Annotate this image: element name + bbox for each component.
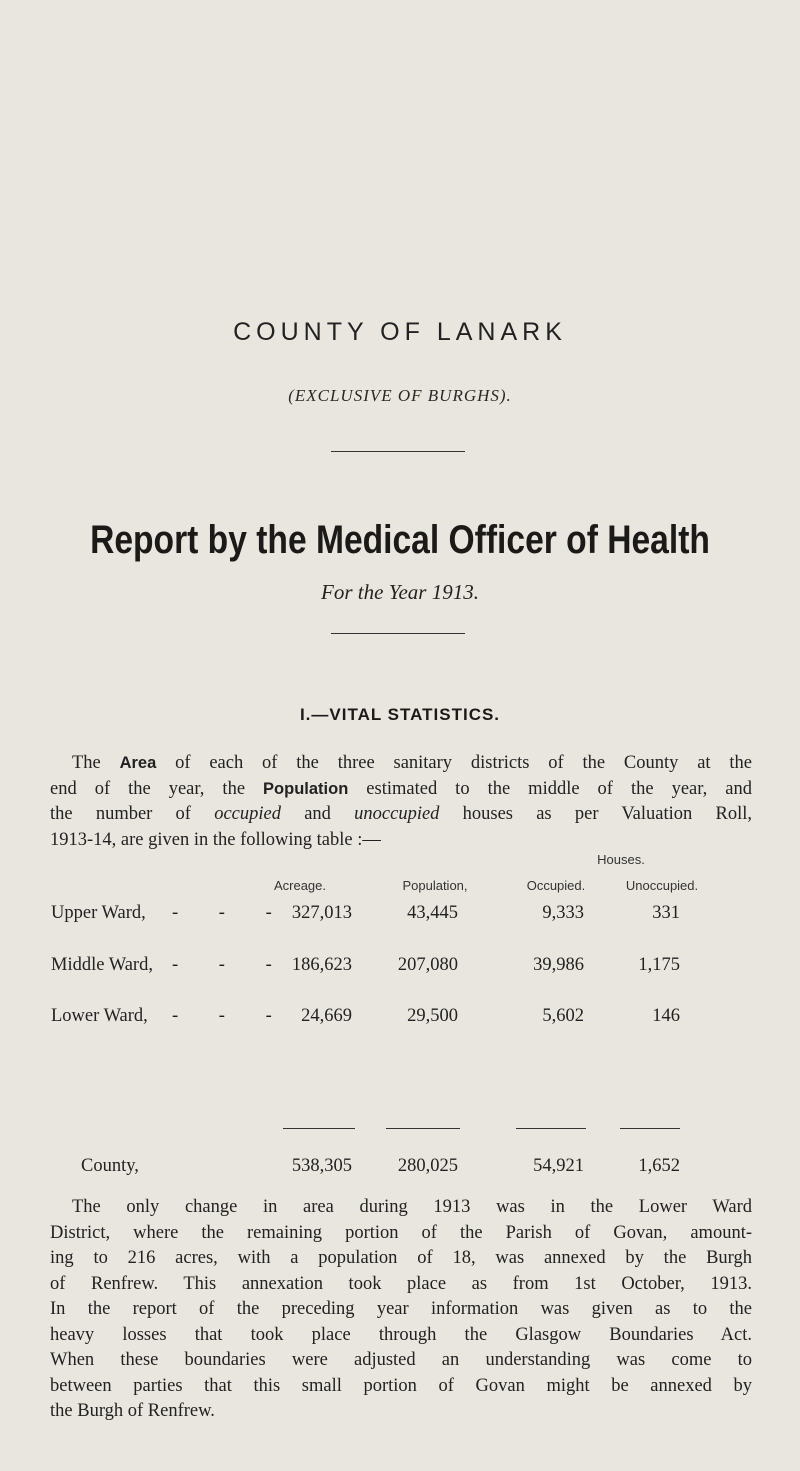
paragraph-line: When these boundaries were adjusted an understanding was come to <box>50 1350 752 1370</box>
text-run: houses as per Valuation Roll, <box>439 804 752 824</box>
term-occupied: occupied <box>214 804 281 824</box>
paragraph-line: the Burgh of Renfrew. <box>50 1401 215 1421</box>
sum-rule <box>516 1128 586 1129</box>
sum-rule <box>283 1128 355 1129</box>
text-run: and <box>280 804 355 824</box>
paragraph-line: 1913-14, are given in the following table :— <box>50 829 381 850</box>
dot-leader: - - - <box>172 1006 290 1026</box>
occupied-value: 9,333 <box>542 903 584 923</box>
row-label: Middle Ward, <box>51 955 153 975</box>
county-heading: COUNTY OF LANARK <box>233 318 567 346</box>
row-label: Lower Ward, <box>51 1006 148 1026</box>
population-value: 207,080 <box>397 955 458 975</box>
paragraph-line: ing to 216 acres, with a population of 18, was annexed by the Burgh <box>50 1248 752 1268</box>
paragraph-line: The only change in area during 1913 was in the Lower Ward <box>72 1197 752 1217</box>
unoccupied-value: 331 <box>652 903 680 923</box>
paragraph-line: In the report of the preceding year information was given as to the <box>50 1299 752 1319</box>
occupied-value: 39,986 <box>533 955 584 975</box>
header-occupied: Occupied. <box>526 878 586 893</box>
paragraph-line: District, where the remaining portion of the Parish of Govan, amount- <box>50 1222 752 1243</box>
term-population: Population <box>263 779 349 798</box>
dot-leader: - - - <box>172 903 290 923</box>
paragraph-line <box>50 751 752 777</box>
section-title: I.—VITAL STATISTICS. <box>299 705 501 724</box>
text-run: end of the year, the <box>50 778 264 799</box>
total-unoccupied: 1,652 <box>638 1156 680 1176</box>
unoccupied-value: 1,175 <box>638 955 680 975</box>
total-acreage: 538,305 <box>291 1156 352 1176</box>
acreage-value: 24,669 <box>301 1006 352 1026</box>
sum-rule <box>620 1128 680 1129</box>
term-area: Area <box>119 754 157 772</box>
header-population: Population, <box>402 878 468 893</box>
intro-paragraph <box>50 751 752 853</box>
text-run: the number of <box>50 804 215 824</box>
dot-leader: - - - <box>172 955 290 975</box>
report-year: For the Year 1913. <box>321 580 479 604</box>
exclusive-subheading: (EXCLUSIVE OF BURGHS). <box>288 386 512 405</box>
paragraph-line <box>50 777 752 803</box>
report-title: Report by the Medical Officer of Health <box>90 518 710 562</box>
paragraph-line: of Renfrew. This annexation took place as from 1st October, 1913. <box>50 1273 752 1294</box>
row-label: Upper Ward, <box>51 903 146 923</box>
header-houses: Houses. <box>597 852 645 867</box>
occupied-value: 5,602 <box>542 1006 584 1026</box>
total-population: 280,025 <box>397 1156 458 1176</box>
header-unoccupied: Unoccupied. <box>625 878 699 893</box>
population-value: 43,445 <box>407 903 458 923</box>
sum-rule <box>386 1128 460 1129</box>
acreage-value: 186,623 <box>291 955 352 975</box>
paragraph-line: between parties that this small portion of Govan might be annexed by <box>50 1375 752 1396</box>
population-value: 29,500 <box>407 1006 458 1026</box>
total-occupied: 54,921 <box>533 1156 584 1176</box>
acreage-value: 327,013 <box>291 903 352 923</box>
paragraph-line: heavy losses that took place through the Glasgow Boundaries Act. <box>50 1324 752 1345</box>
total-label: County, <box>81 1156 139 1176</box>
divider-rule <box>331 451 465 452</box>
body-paragraph <box>50 1195 752 1425</box>
text-run: of each of the three sanitary districts of the County at the <box>156 753 752 773</box>
text-run: The <box>72 753 120 773</box>
divider-rule <box>331 633 465 634</box>
header-acreage: Acreage. <box>273 878 327 893</box>
paragraph-line <box>50 802 752 828</box>
term-unoccupied: unoccupied <box>354 804 440 824</box>
text-run: estimated to the middle of the year, and <box>348 778 752 799</box>
unoccupied-value: 146 <box>652 1006 680 1026</box>
